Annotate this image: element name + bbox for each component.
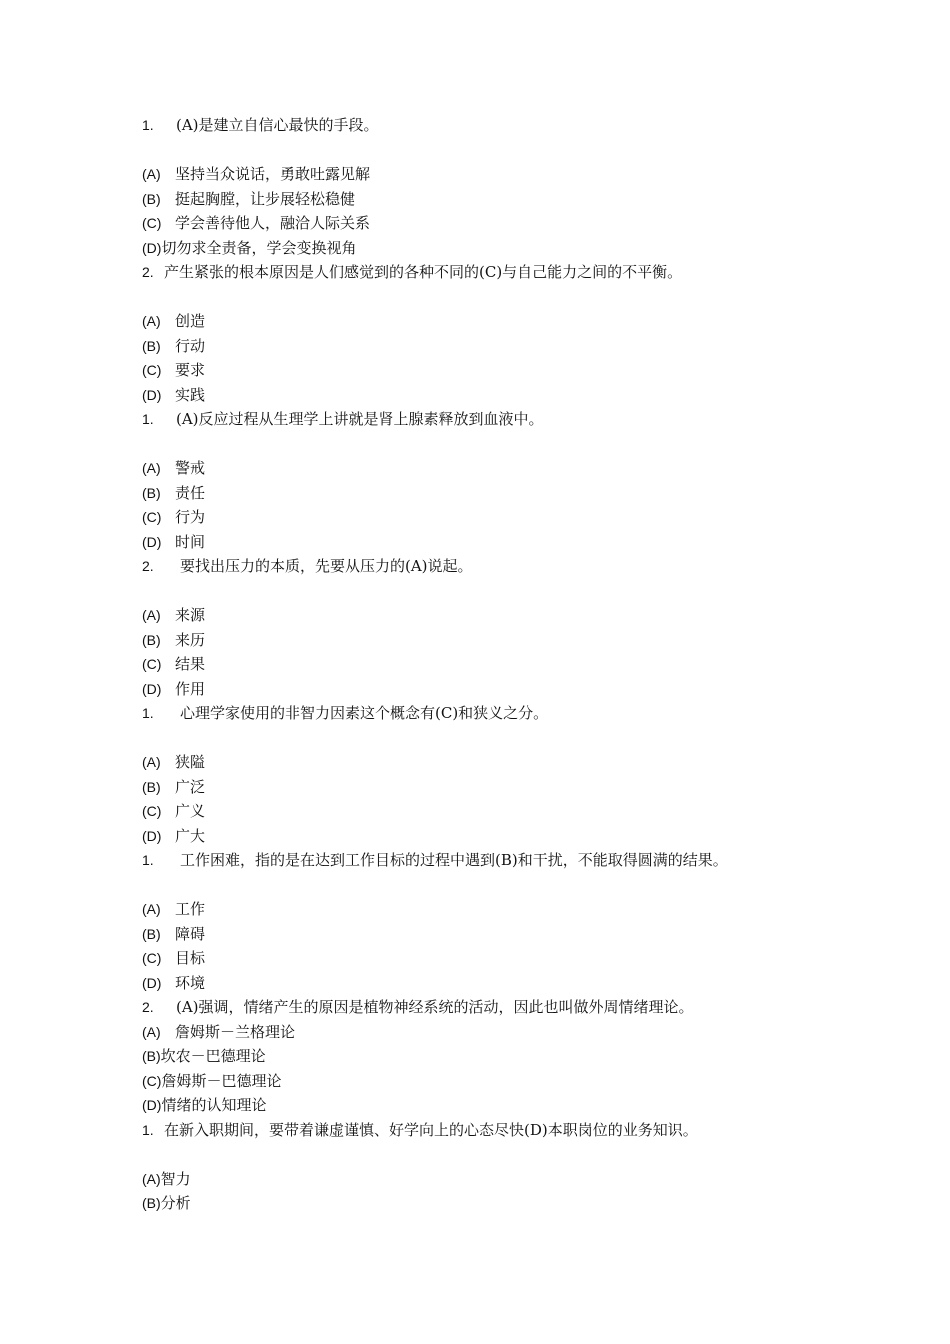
option-item — [142, 358, 842, 383]
option-item — [142, 946, 842, 971]
option-text: 智力 — [160, 1169, 191, 1188]
question-text: 要找出压力的本质，先要从压力的(A)说起。 — [180, 557, 473, 575]
option-label: (B) — [142, 1195, 161, 1211]
option-text: 创造 — [175, 312, 206, 330]
option-item — [142, 456, 842, 481]
option-label: (D) — [142, 974, 162, 991]
option-label: (D) — [142, 386, 162, 403]
question-stem — [142, 260, 842, 285]
option-text: 实践 — [175, 385, 206, 404]
option-item — [142, 603, 842, 628]
option-item — [142, 922, 842, 947]
question-list — [142, 113, 842, 1216]
option-item — [142, 628, 842, 653]
option-text: 作用 — [175, 679, 206, 698]
option-label: (B) — [142, 1048, 161, 1064]
option-item — [142, 481, 842, 506]
option-text: 广泛 — [175, 777, 206, 796]
option-label: (A) — [142, 460, 161, 476]
option-label: (B) — [142, 190, 161, 207]
option-item — [142, 1044, 842, 1069]
option-text: 广义 — [175, 802, 206, 820]
question-text: 产生紧张的根本原因是人们感觉到的各种不同的(C)与自己能力之间的不平衡。 — [164, 263, 683, 281]
option-item — [142, 211, 842, 236]
question-stem — [142, 848, 842, 873]
option-text: 坎农－巴德理论 — [160, 1047, 266, 1065]
option-text: 障碍 — [175, 924, 206, 943]
question-number: 1. — [142, 117, 154, 133]
option-label: (A) — [142, 1170, 161, 1187]
option-item — [142, 799, 842, 824]
option-label: (A) — [142, 313, 161, 329]
question-text: 心理学家使用的非智力因素这个概念有(C)和狭义之分。 — [180, 704, 549, 722]
option-label: (D) — [142, 827, 162, 844]
option-text: 目标 — [175, 949, 206, 967]
option-text: 分析 — [160, 1194, 191, 1212]
option-item — [142, 505, 842, 530]
question-number: 1. — [142, 705, 154, 721]
option-text: 要求 — [175, 361, 206, 379]
question-number: 1. — [142, 852, 154, 868]
option-text: 结果 — [175, 655, 206, 673]
option-label: (C) — [142, 1072, 162, 1089]
question-number: 2. — [142, 558, 154, 574]
option-label: (C) — [142, 215, 162, 231]
question-text: 工作困难，指的是在达到工作目标的过程中遇到(B)和干扰，不能取得圆满的结果。 — [180, 851, 728, 869]
question-number: 1. — [142, 411, 154, 427]
option-label: (C) — [142, 803, 162, 819]
option-label: (C) — [142, 509, 162, 525]
option-item — [142, 652, 842, 677]
option-label: (B) — [142, 925, 161, 942]
option-label: (B) — [142, 337, 161, 354]
question-stem — [142, 554, 842, 579]
option-label: (D) — [142, 680, 162, 697]
option-item — [142, 1093, 842, 1118]
option-text: 来源 — [175, 606, 206, 624]
question-number: 2. — [142, 999, 154, 1015]
option-text: 詹姆斯－兰格理论 — [175, 1022, 296, 1041]
option-text: 行动 — [175, 336, 206, 355]
option-label: (A) — [142, 1023, 161, 1040]
option-item — [142, 677, 842, 702]
option-text: 广大 — [175, 826, 206, 845]
option-label: (D) — [142, 533, 162, 550]
option-item — [142, 1167, 842, 1192]
option-text: 挺起胸膛，让步展轻松稳健 — [175, 189, 356, 208]
option-label: (A) — [142, 754, 161, 770]
option-item — [142, 1069, 842, 1094]
option-text: 切勿求全责备，学会变换视角 — [161, 238, 357, 257]
question-stem — [142, 1118, 842, 1143]
option-label: (C) — [142, 362, 162, 378]
option-text: 环境 — [175, 973, 206, 992]
option-text: 坚持当众说话，勇敢吐露见解 — [175, 165, 371, 183]
option-item — [142, 162, 842, 187]
question-text: (A)反应过程从生理学上讲就是肾上腺素释放到血液中。 — [176, 410, 544, 428]
option-label: (D) — [142, 1097, 162, 1113]
option-text: 责任 — [175, 483, 206, 502]
option-label: (B) — [142, 484, 161, 501]
option-label: (A) — [142, 901, 161, 917]
question-stem — [142, 701, 842, 726]
option-text: 来历 — [175, 630, 206, 649]
option-text: 狭隘 — [175, 753, 206, 771]
option-text: 詹姆斯－巴德理论 — [161, 1071, 282, 1090]
question-text: 在新入职期间，要带着谦虚谨慎、好学向上的心态尽快(D)本职岗位的业务知识。 — [164, 1120, 698, 1139]
option-label: (A) — [142, 607, 161, 623]
option-item — [142, 187, 842, 212]
option-item — [142, 1020, 842, 1045]
option-item — [142, 383, 842, 408]
option-item — [142, 971, 842, 996]
option-text: 情绪的认知理论 — [161, 1096, 267, 1114]
option-text: 学会善待他人，融洽人际关系 — [175, 214, 371, 232]
option-item — [142, 750, 842, 775]
option-item — [142, 1191, 842, 1216]
question-text: (A)是建立自信心最快的手段。 — [176, 116, 379, 134]
option-item — [142, 824, 842, 849]
option-label: (B) — [142, 778, 161, 795]
option-item — [142, 530, 842, 555]
option-label: (B) — [142, 631, 161, 648]
option-label: (D) — [142, 239, 162, 256]
question-stem — [142, 407, 842, 432]
option-label: (A) — [142, 166, 161, 182]
question-stem — [142, 995, 842, 1020]
option-label: (C) — [142, 950, 162, 966]
option-text: 行为 — [175, 508, 206, 526]
question-text: (A)强调，情绪产生的原因是植物神经系统的活动，因此也叫做外周情绪理论。 — [176, 998, 694, 1016]
option-text: 时间 — [175, 532, 206, 551]
question-number: 2. — [142, 264, 154, 280]
option-item — [142, 775, 842, 800]
option-text: 工作 — [175, 900, 206, 918]
option-item — [142, 309, 842, 334]
option-item — [142, 897, 842, 922]
option-label: (C) — [142, 656, 162, 672]
option-text: 警戒 — [175, 459, 206, 477]
option-item — [142, 236, 842, 261]
question-number: 1. — [142, 1121, 154, 1138]
option-item — [142, 334, 842, 359]
question-stem — [142, 113, 842, 138]
